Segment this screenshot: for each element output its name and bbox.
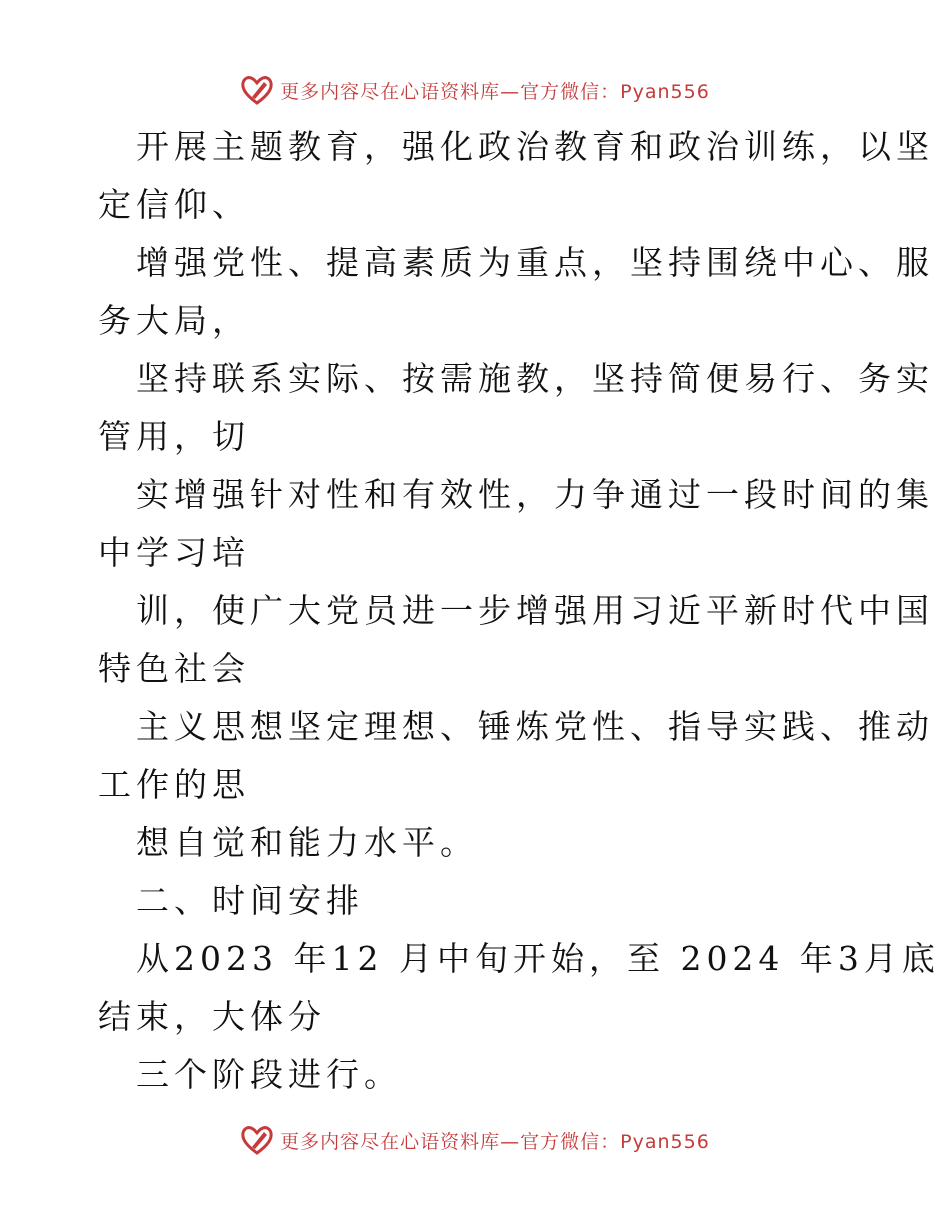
section-heading: 二、时间安排 xyxy=(136,881,364,920)
body-line: 中学习培 xyxy=(98,533,250,572)
footer-watermark xyxy=(0,1120,950,1160)
body-line: 从2023 年12 月中旬开始，至 2024 年3月底 xyxy=(136,939,940,978)
heart-pen-logo-icon xyxy=(240,73,274,107)
body-line: 开展主题教育，强化政治教育和政治训练，以坚 xyxy=(136,127,934,166)
watermark-text: 更多内容尽在心语资料库—官方微信：Pyan556 xyxy=(280,1130,710,1153)
body-line: 坚持联系实际、按需施教，坚持简便易行、务实 xyxy=(136,359,934,398)
document-body xyxy=(98,118,940,1104)
body-line: 三个阶段进行。 xyxy=(136,1055,402,1094)
body-line: 增强党性、提高素质为重点，坚持围绕中心、服 xyxy=(136,243,934,282)
body-line: 特色社会 xyxy=(98,649,250,688)
watermark-text: 更多内容尽在心语资料库—官方微信：Pyan556 xyxy=(280,80,710,103)
body-line: 实增强针对性和有效性，力争通过一段时间的集 xyxy=(136,475,934,514)
body-line: 定信仰、 xyxy=(98,185,250,224)
body-line: 工作的思 xyxy=(98,765,250,804)
body-line: 结束，大体分 xyxy=(98,997,326,1036)
body-line: 想自觉和能力水平。 xyxy=(136,823,478,862)
heart-pen-logo-icon xyxy=(240,1123,274,1157)
header-watermark xyxy=(0,70,950,110)
body-line: 管用，切 xyxy=(98,417,250,456)
body-line: 务大局， xyxy=(98,301,250,340)
body-line: 主义思想坚定理想、锤炼党性、指导实践、推动 xyxy=(136,707,934,746)
body-line: 训，使广大党员进一步增强用习近平新时代中国 xyxy=(136,591,934,630)
